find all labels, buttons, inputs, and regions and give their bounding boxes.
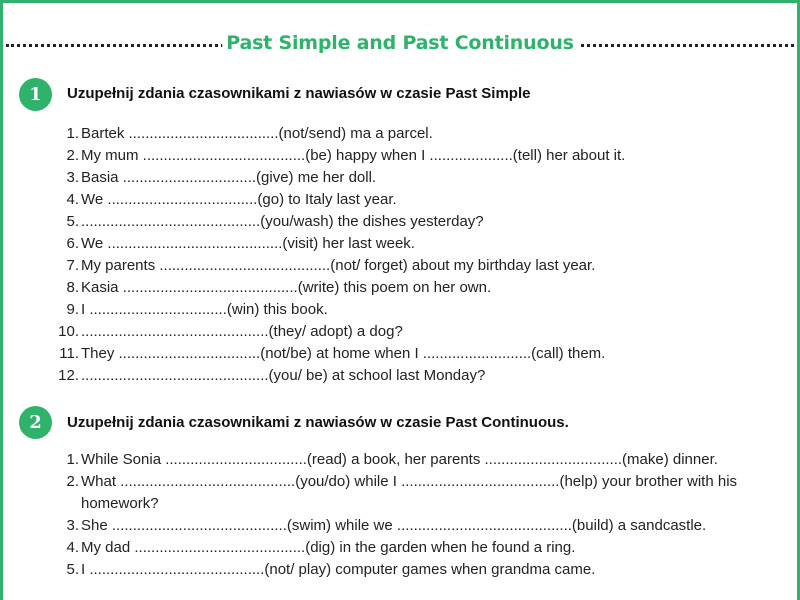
section-instruction: Uzupełnij zdania czasownikami z nawiasów w czasie Past Simple: [67, 85, 531, 102]
section-number-badge: 2: [19, 406, 52, 439]
list-item: [0, 471, 780, 515]
item-number: 2.: [66, 147, 79, 164]
item-number: 3.: [66, 169, 79, 186]
title-row: [6, 30, 794, 60]
item-text: Bartek ....................................(not/send) ma a parcel.: [81, 125, 433, 142]
item-text: We ....................................(go) to Italy last year.: [81, 191, 397, 208]
list-item: [0, 255, 780, 277]
item-number: 7.: [66, 257, 79, 274]
item-number: 5.: [66, 561, 79, 578]
section-number-badge: 1: [19, 78, 52, 111]
item-text: What ..........................................(you/do) while I ......................................(help) your brother with his homework?: [81, 473, 738, 512]
item-text: Basia ................................(give) me her doll.: [81, 169, 377, 186]
item-number: 1.: [66, 125, 79, 142]
item-number: 10.: [58, 323, 79, 340]
exercise-list: [0, 123, 780, 387]
item-text: .............................................(you/ be) at school last Monday?: [81, 367, 486, 384]
item-text: While Sonia ..................................(read) a book, her parents .................................(make) dinner.: [81, 451, 718, 468]
list-item: [0, 365, 780, 387]
list-item: [0, 343, 780, 365]
list-item: [0, 537, 780, 559]
item-number: 12.: [58, 367, 79, 384]
list-item: [0, 299, 780, 321]
list-item: [0, 211, 780, 233]
list-item: [0, 559, 780, 581]
list-item: [0, 449, 780, 471]
item-text: My dad .........................................(dig) in the garden when he found a ring.: [81, 539, 576, 556]
section-instruction: Uzupełnij zdania czasownikami z nawiasów w czasie Past Continuous.: [67, 414, 569, 431]
list-item: [0, 167, 780, 189]
list-item: [0, 233, 780, 255]
item-text: Kasia ..........................................(write) this poem on her own.: [81, 279, 492, 296]
item-number: 8.: [66, 279, 79, 296]
item-number: 4.: [66, 191, 79, 208]
item-text: .............................................(they/ adopt) a dog?: [81, 323, 403, 340]
exercise-list: [0, 449, 780, 581]
item-number: 4.: [66, 539, 79, 556]
item-number: 9.: [66, 301, 79, 318]
list-item: [0, 277, 780, 299]
item-text: My parents .........................................(not/ forget) about my birthday last year.: [81, 257, 596, 274]
item-number: 5.: [66, 213, 79, 230]
item-number: 3.: [66, 517, 79, 534]
item-number: 6.: [66, 235, 79, 252]
item-number: 2.: [66, 473, 79, 490]
item-text: They ..................................(not/be) at home when I ..........................(call) them.: [81, 345, 606, 362]
list-item: [0, 145, 780, 167]
page-title: Past Simple and Past Continuous: [222, 32, 578, 54]
list-item: [0, 189, 780, 211]
item-text: My mum .......................................(be) happy when I ....................(tell) her about it.: [81, 147, 626, 164]
list-item: [0, 515, 780, 537]
item-text: ...........................................(you/wash) the dishes yesterday?: [81, 213, 484, 230]
item-number: 11.: [59, 345, 79, 362]
list-item: [0, 321, 780, 343]
item-text: She ..........................................(swim) while we ..........................................(build) a sandcastle.: [81, 517, 707, 534]
item-text: We ..........................................(visit) her last week.: [81, 235, 415, 252]
list-item: [0, 123, 780, 145]
item-text: I ..........................................(not/ play) computer games when grandma came.: [81, 561, 596, 578]
item-number: 1.: [66, 451, 79, 468]
item-text: I .................................(win) this book.: [81, 301, 328, 318]
